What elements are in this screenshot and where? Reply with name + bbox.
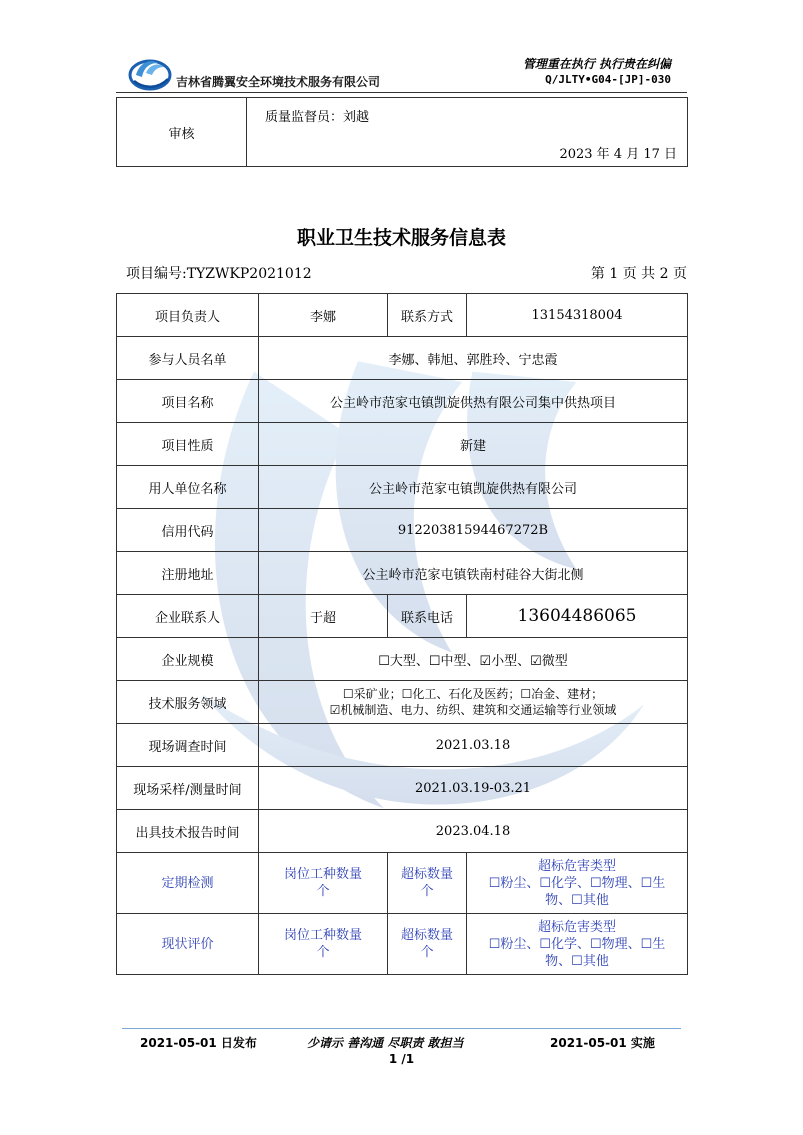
implement-date: 2021-05-01 实施 — [550, 1036, 655, 1050]
nature-label: 项目性质 — [117, 423, 259, 466]
company-name: 吉林省腾翼安全环境技术服务有限公司 — [176, 75, 381, 89]
service-info-table — [116, 293, 688, 975]
table-row — [117, 294, 688, 337]
table-row — [117, 595, 688, 638]
enterprise-contact-label: 企业联系人 — [117, 595, 259, 638]
table-row — [117, 853, 688, 914]
field-line-1: ☐采矿业；☐化工、石化及医药；☐冶金、建材； — [342, 687, 604, 701]
field-value — [259, 681, 688, 724]
report-time-value: 2023.04.18 — [259, 810, 688, 853]
document-code: Q/JLTY•G04-[JP]-030 — [545, 73, 671, 86]
sampling-time-value: 2021.03.19-03.21 — [259, 767, 688, 810]
status-eval-exceed — [388, 914, 467, 975]
employer-label: 用人单位名称 — [117, 466, 259, 509]
header-motto: 管理重在执行 执行贵在纠偏 — [522, 57, 671, 71]
page-number: 1 /1 — [388, 1052, 415, 1066]
status-eval-hazard-line-1: 超标危害类型 — [537, 919, 616, 935]
status-eval-hazard-line-3: 物、☐其他 — [545, 953, 609, 969]
table-row — [117, 767, 688, 810]
table-row — [117, 466, 688, 509]
field-label: 技术服务领域 — [117, 681, 259, 724]
review-body — [247, 98, 688, 167]
table-row — [117, 380, 688, 423]
project-number-value: :TYZWKP2021012 — [182, 266, 312, 282]
credit-code-value: 91220381594467272B — [259, 509, 688, 552]
status-eval-exceed-line-2: 个 — [420, 945, 434, 960]
contact-method-value: 13154318004 — [467, 294, 688, 337]
status-eval-label: 现状评价 — [117, 914, 259, 975]
table-row — [117, 509, 688, 552]
phone-value: 13604486065 — [467, 595, 688, 638]
field-line-2: ☑机械制造、电力、纺织、建筑和交通运输等行业领域 — [329, 703, 617, 717]
address-value: 公主岭市范家屯镇铁南村硅谷大街北侧 — [259, 552, 688, 595]
scale-value: ☐大型、☐中型、☑小型、☑微型 — [259, 638, 688, 681]
periodic-hazard — [467, 853, 688, 914]
table-row — [117, 552, 688, 595]
page-info: 第 1 页 共 2 页 — [590, 266, 687, 282]
table-row — [117, 423, 688, 466]
status-eval-posts-line-2: 个 — [316, 945, 330, 960]
project-number — [126, 263, 312, 283]
table-row — [117, 681, 688, 724]
project-number-label: 项目编号 — [126, 266, 182, 282]
periodic-posts-line-2: 个 — [316, 884, 330, 899]
review-date: 2023 年 4 月 17 日 — [559, 147, 677, 162]
quality-supervisor: 质量监督员：刘越 — [265, 110, 370, 125]
periodic-hazard-line-3: 物、☐其他 — [545, 892, 609, 908]
survey-time-value: 2021.03.18 — [259, 724, 688, 767]
periodic-hazard-line-2: ☐粉尘、☐化学、☐物理、☐生 — [488, 875, 666, 891]
header-divider — [116, 92, 687, 93]
company-logo-icon — [128, 55, 172, 91]
table-row — [117, 810, 688, 853]
table-row — [117, 914, 688, 975]
contact-method-label: 联系方式 — [388, 294, 467, 337]
status-eval-hazard-line-2: ☐粉尘、☐化学、☐物理、☐生 — [488, 936, 666, 952]
footer-slogan: 少请示 善沟通 尽职责 敢担当 — [307, 1036, 464, 1050]
review-label: 审核 — [117, 98, 247, 167]
footer-divider — [122, 1028, 681, 1029]
table-row — [117, 724, 688, 767]
periodic-exceed — [388, 853, 467, 914]
periodic-posts-line-1: 岗位工种数量 — [283, 867, 362, 882]
scale-label: 企业规模 — [117, 638, 259, 681]
table-row — [117, 638, 688, 681]
status-eval-exceed-line-1: 超标数量 — [400, 928, 453, 943]
status-eval-hazard — [467, 914, 688, 975]
status-eval-posts — [259, 914, 388, 975]
publish-date: 2021-05-01 日发布 — [140, 1036, 257, 1050]
periodic-exceed-line-1: 超标数量 — [400, 867, 453, 882]
nature-value: 新建 — [259, 423, 688, 466]
periodic-posts — [259, 853, 388, 914]
periodic-hazard-line-1: 超标危害类型 — [537, 858, 616, 874]
review-table — [116, 97, 688, 167]
enterprise-contact-value: 于超 — [259, 595, 388, 638]
participants-value: 李娜、韩旭、郭胜玲、宁忠霞 — [259, 337, 688, 380]
table-row — [117, 337, 688, 380]
credit-code-label: 信用代码 — [117, 509, 259, 552]
leader-value: 李娜 — [259, 294, 388, 337]
sampling-time-label: 现场采样/测量时间 — [117, 767, 259, 810]
periodic-label: 定期检测 — [117, 853, 259, 914]
project-name-label: 项目名称 — [117, 380, 259, 423]
report-time-label: 出具技术报告时间 — [117, 810, 259, 853]
status-eval-posts-line-1: 岗位工种数量 — [283, 928, 362, 943]
employer-value: 公主岭市范家屯镇凯旋供热有限公司 — [259, 466, 688, 509]
phone-label: 联系电话 — [388, 595, 467, 638]
project-name-value: 公主岭市范家屯镇凯旋供热有限公司集中供热项目 — [259, 380, 688, 423]
survey-time-label: 现场调查时间 — [117, 724, 259, 767]
participants-label: 参与人员名单 — [117, 337, 259, 380]
address-label: 注册地址 — [117, 552, 259, 595]
form-title: 职业卫生技术服务信息表 — [296, 227, 506, 249]
leader-label: 项目负责人 — [117, 294, 259, 337]
periodic-exceed-line-2: 个 — [420, 884, 434, 899]
